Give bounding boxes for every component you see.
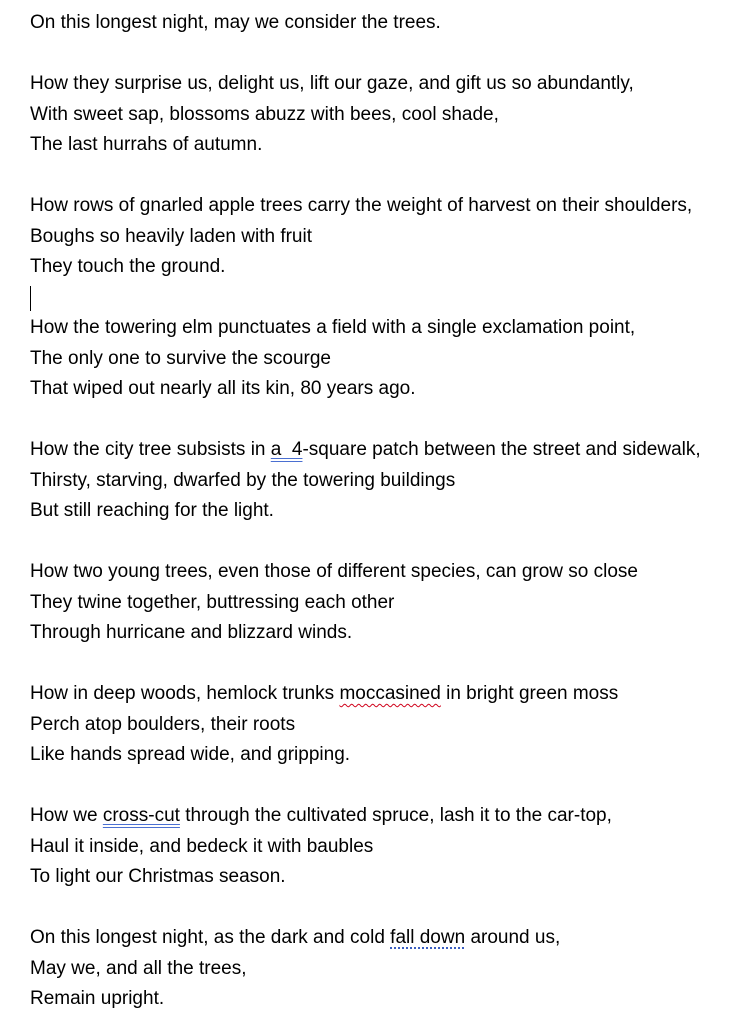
poem-line: Boughs so heavily laden with fruit <box>30 225 312 247</box>
line-text: How we <box>30 805 103 826</box>
blank-line <box>30 649 750 680</box>
blank-line <box>30 161 750 192</box>
poem-line: Haul it inside, and bedeck it with baubles <box>30 835 374 857</box>
poem-line: How they surprise us, delight us, lift our gaze, and gift us so abundantly, <box>30 73 634 94</box>
poem-line: May we, and all the trees, <box>30 957 247 979</box>
spelling-flag[interactable]: moccasined <box>339 683 441 704</box>
blank-line <box>30 771 750 802</box>
poem-line <box>30 801 750 832</box>
style-flag[interactable]: fall down <box>390 927 466 948</box>
line-text: around us, <box>465 927 561 948</box>
poem-line: They touch the ground. <box>30 256 226 277</box>
text-cursor <box>30 286 31 311</box>
poem-line: Like hands spread wide, and gripping. <box>30 744 351 765</box>
poem-line: On this longest night, may we consider the trees. <box>30 12 441 33</box>
line-text: How in deep woods, hemlock trunks <box>30 683 340 704</box>
line-text: How the city tree subsists in <box>30 439 271 460</box>
document-body[interactable] <box>30 8 750 1015</box>
poem-line: Perch atop boulders, their roots <box>30 713 296 735</box>
poem-line: They twine together, buttressing each other <box>30 591 395 613</box>
poem-line <box>30 435 750 466</box>
poem-line <box>30 923 750 954</box>
grammar-flag[interactable]: cross-cut <box>102 805 180 826</box>
poem-line: The only one to survive the scourge <box>30 347 332 369</box>
poem-line <box>30 679 750 710</box>
blank-line <box>30 405 750 436</box>
blank-line <box>30 39 750 70</box>
poem-line: To light our Christmas season. <box>30 866 286 887</box>
line-text: through the cultivated spruce, lash it to the car-top, <box>179 805 612 826</box>
poem-line: How two young trees, even those of different species, can grow so close <box>30 561 638 582</box>
poem-line: How the towering elm punctuates a field with a single exclamation point, <box>30 317 636 338</box>
poem-line: How rows of gnarled apple trees carry the weight of harvest on their shoulders, <box>30 195 693 216</box>
blank-line <box>30 283 750 314</box>
poem-line: Remain upright. <box>30 988 165 1009</box>
line-text: -square patch between the street and sidewalk, <box>302 439 701 460</box>
line-text: in bright green moss <box>440 683 619 704</box>
poem-line: The last hurrahs of autumn. <box>30 134 263 155</box>
blank-line <box>30 893 750 924</box>
blank-line <box>30 527 750 558</box>
line-text: On this longest night, as the dark and cold <box>30 927 391 948</box>
poem-line: But still reaching for the light. <box>30 500 274 521</box>
poem-line: Through hurricane and blizzard winds. <box>30 622 353 643</box>
poem-line: With sweet sap, blossoms abuzz with bees, cool shade, <box>30 103 499 125</box>
poem-line: Thirsty, starving, dwarfed by the towering buildings <box>30 469 456 491</box>
poem-line: That wiped out nearly all its kin, 80 years ago. <box>30 378 416 399</box>
grammar-flag[interactable]: a 4 <box>270 439 303 460</box>
